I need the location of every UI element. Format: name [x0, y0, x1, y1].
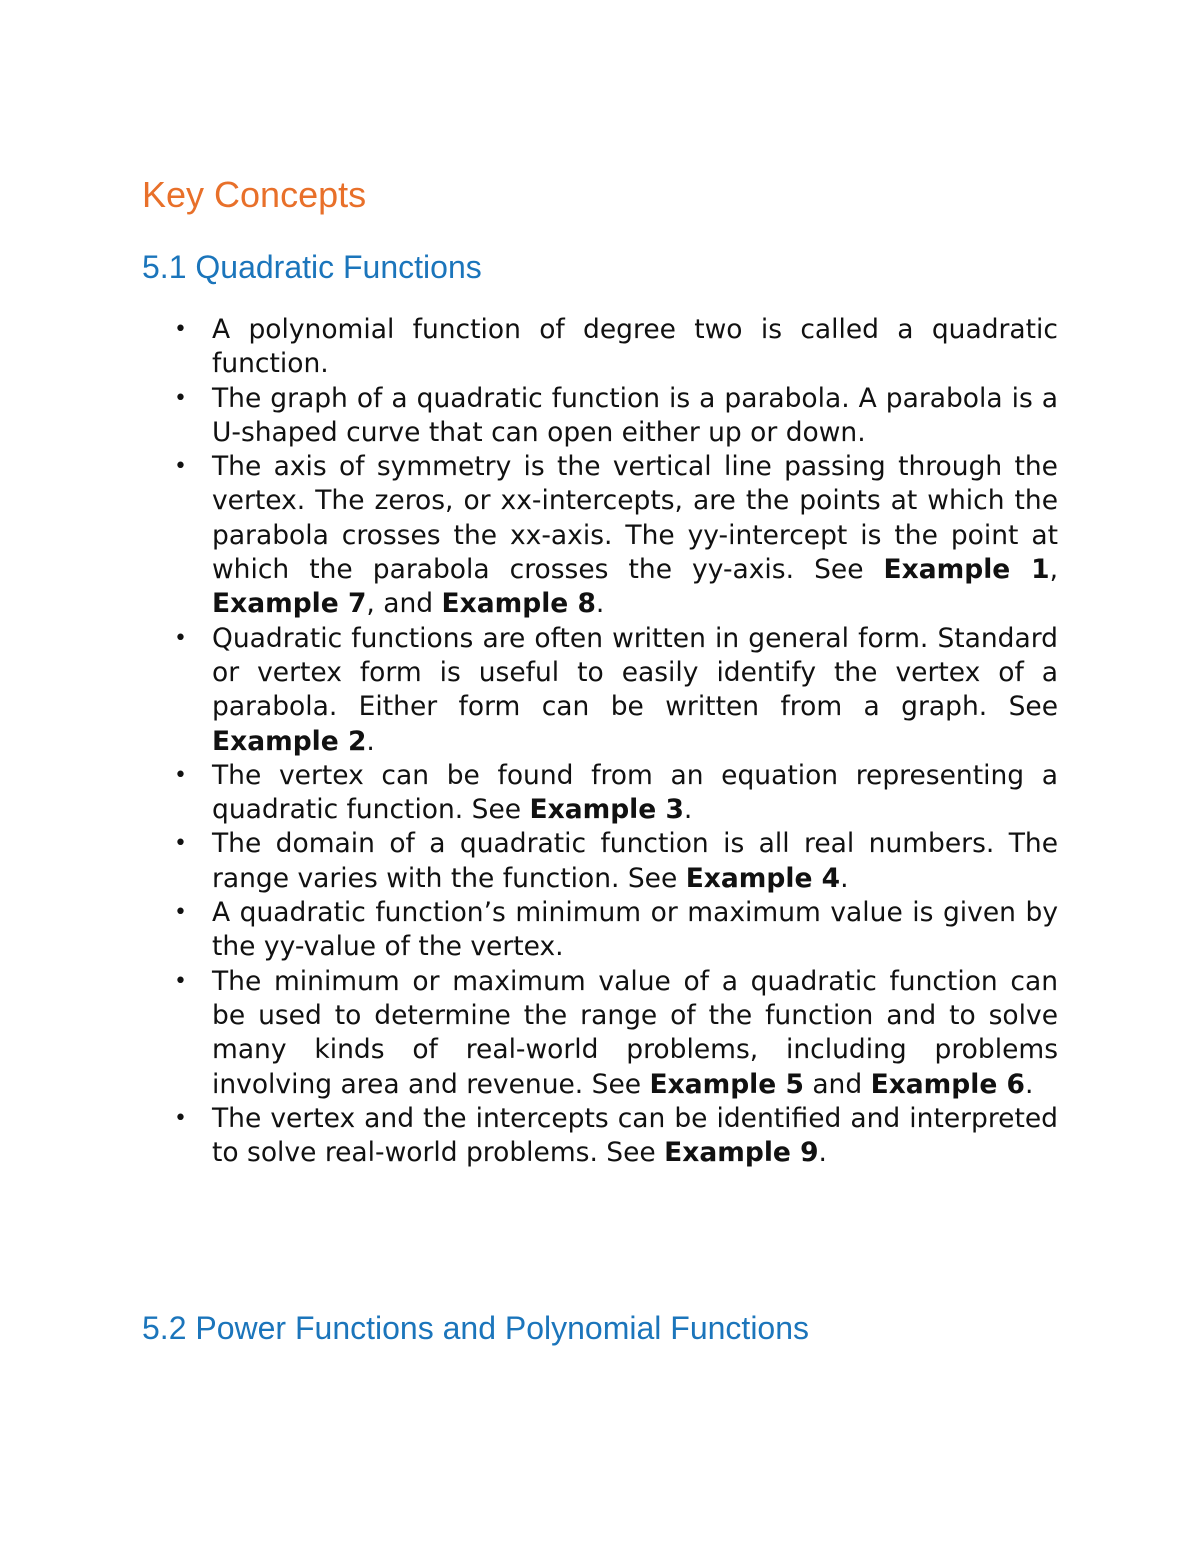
- list-item: [170, 759, 1058, 828]
- bullet-icon: •: [174, 762, 187, 788]
- list-item: [170, 313, 1058, 382]
- list-item-text: The domain of a quadratic function is all real numbers. The range varies with the function. See: [212, 828, 1058, 894]
- list-item-text: The graph of a quadratic function is a parabola. A parabola is a U-shaped curve that can open either up or down.: [212, 382, 1058, 448]
- list-item-text: A quadratic function’s minimum or maximum value is given by the yy-value of the vertex.: [212, 897, 1058, 963]
- bullet-icon: •: [174, 317, 187, 342]
- example-reference: Example 8: [441, 588, 596, 620]
- list-item-text: The axis of symmetry is the vertical line passing through the vertex. The zeros, or xx-intercepts, are the points at which the parabola crosses the xx-axis. The yy-intercept is the point at which the parabola crosses the yy-axis. See: [212, 451, 1058, 586]
- bullet-icon: •: [174, 1105, 187, 1131]
- list-item-text: The vertex can be found from an equation representing a quadratic function. See: [212, 759, 1058, 826]
- list-item: [170, 827, 1058, 896]
- list-item-text: Quadratic functions are often written in general form. Standard or vertex form is useful to easily identify the vertex of a parabola. Either form can be written from a graph. See: [212, 622, 1058, 723]
- list-item: [170, 965, 1058, 1102]
- list-item-text: .: [1024, 1068, 1034, 1100]
- example-reference: Example 7: [212, 588, 367, 620]
- list-item-text: .: [818, 1137, 827, 1169]
- list-item: [170, 896, 1058, 965]
- example-reference: Example 9: [664, 1137, 819, 1169]
- key-concepts-list: [170, 313, 1058, 1170]
- page-title: Key Concepts: [142, 174, 367, 215]
- section-heading-5-1: 5.1 Quadratic Functions: [142, 249, 482, 285]
- bullet-icon: •: [174, 454, 187, 480]
- list-item-text: .: [595, 588, 605, 620]
- list-item-text: The vertex and the intercepts can be identified and interpreted to solve real-world problems. See: [212, 1102, 1058, 1169]
- list-item-text: A polynomial function of degree two is called a quadratic function.: [212, 314, 1058, 380]
- bullet-icon: •: [174, 831, 187, 857]
- list-item-text: and: [803, 1068, 871, 1100]
- bullet-icon: •: [174, 625, 187, 651]
- list-item-text: .: [683, 794, 693, 826]
- example-reference: Example 4: [685, 862, 841, 894]
- example-reference: Example 3: [529, 794, 684, 826]
- list-item: [170, 382, 1058, 451]
- list-item-text: .: [840, 862, 849, 894]
- list-item: [170, 450, 1058, 621]
- list-item-text: .: [366, 725, 375, 757]
- bullet-icon: •: [174, 968, 187, 994]
- example-reference: Example 6: [870, 1068, 1025, 1100]
- example-reference: Example 1: [883, 554, 1050, 586]
- section-heading-5-2: 5.2 Power Functions and Polynomial Functions: [142, 1310, 810, 1346]
- list-item: [170, 1102, 1058, 1171]
- bullet-icon: •: [174, 900, 187, 926]
- list-item-text: ,: [1049, 554, 1058, 586]
- example-reference: Example 2: [212, 725, 367, 757]
- list-item-text: The minimum or maximum value of a quadratic function can be used to determine the range of the function and to solve many kinds of real-world problems, including problems involving area and revenue. See: [212, 965, 1058, 1100]
- example-reference: Example 5: [649, 1068, 804, 1100]
- bullet-icon: •: [174, 385, 187, 411]
- list-item: [170, 622, 1058, 759]
- list-item-text: , and: [366, 588, 442, 620]
